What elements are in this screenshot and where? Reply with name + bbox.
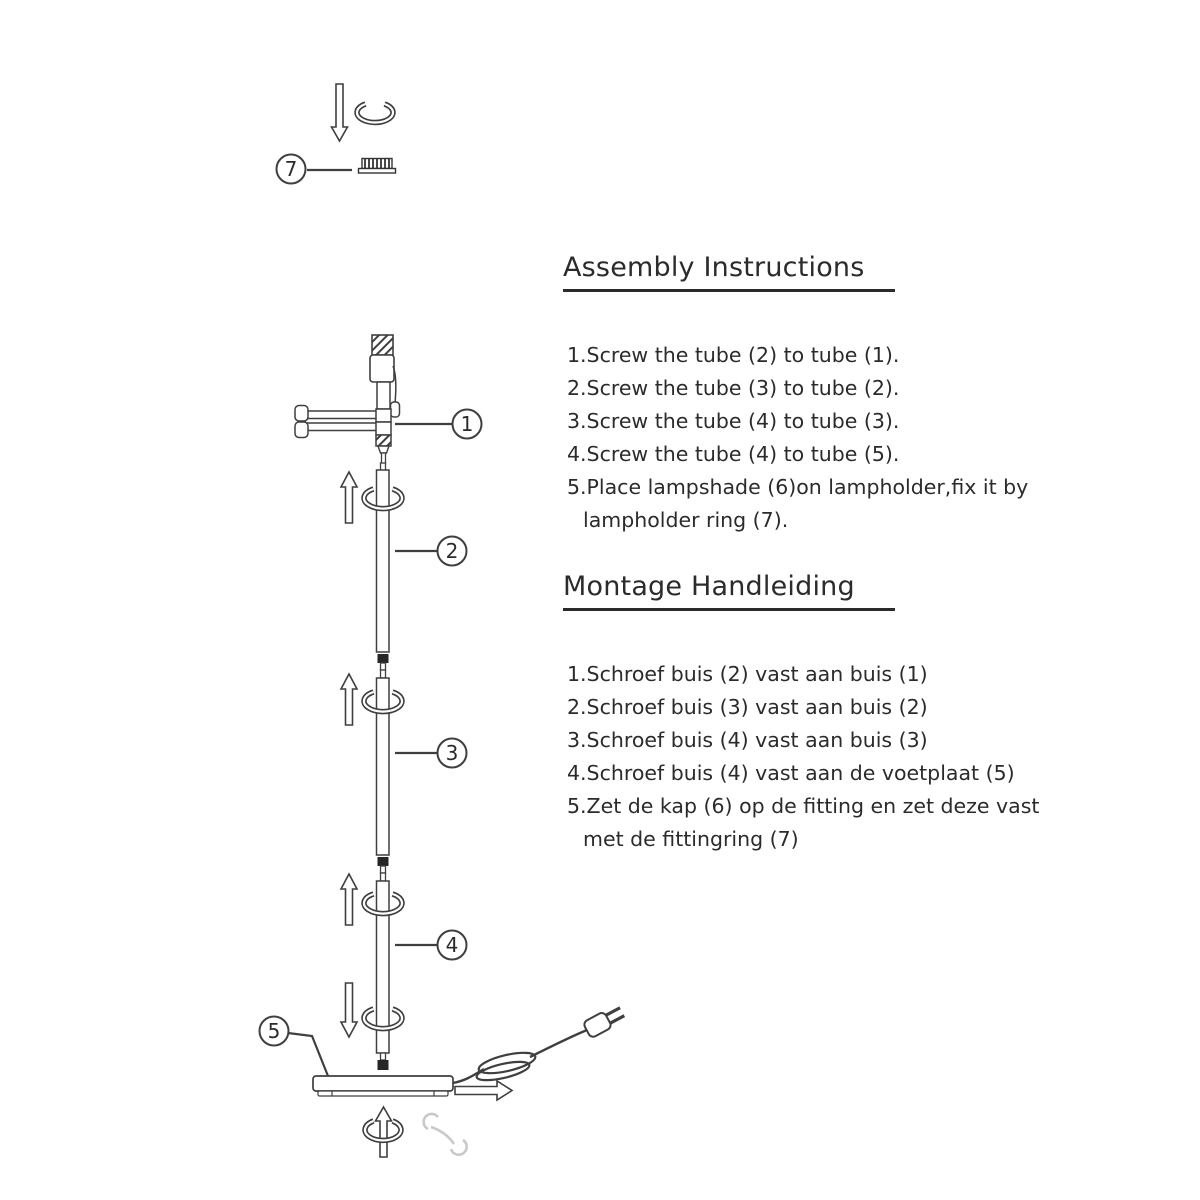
down-arrow-icon [332, 84, 348, 141]
assembly-instructions-section [563, 252, 895, 292]
pull-cord-knob [391, 402, 400, 417]
column-nipple [378, 446, 389, 453]
callout-5-leader [288, 1033, 328, 1076]
base-plate [313, 1076, 453, 1091]
callout-7-number: 7 [284, 157, 298, 181]
tube4-stub [381, 873, 386, 881]
instruction-line: met de fittingring (7) [583, 827, 799, 851]
lampholder-thread [372, 335, 393, 355]
wrench-icon [424, 1114, 467, 1155]
up-arrow-icon [341, 674, 357, 725]
montage-handleiding-section [563, 571, 895, 611]
instruction-line: 5.Zet de kap (6) op de fitting en zet deze vast [567, 794, 1040, 818]
up-arrow-icon [341, 874, 357, 925]
up-arrow-icon [376, 1107, 392, 1157]
fitting-ring-part [359, 159, 396, 174]
tube2-connector [378, 654, 389, 663]
instruction-line: 3.Schroef buis (4) vast aan buis (3) [567, 728, 928, 752]
down-arrow-icon [341, 983, 357, 1037]
tube2-body [377, 470, 390, 652]
tube3-connector [378, 857, 389, 866]
instruction-line: lampholder ring (7). [583, 508, 789, 532]
instruction-line: 2.Screw the tube (3) to tube (2). [567, 376, 900, 400]
title-underline [563, 289, 895, 292]
instruction-line: 1.Screw the tube (2) to tube (1). [567, 343, 900, 367]
column-block-upper [376, 409, 391, 422]
instruction-line: 4.Schroef buis (4) vast aan de voetplaat (5) [567, 761, 1015, 785]
lampholder-neck [377, 382, 390, 409]
up-arrow-icon [341, 472, 357, 523]
instruction-line: 5.Place lampshade (6)on lampholder,fix it by [567, 475, 1029, 499]
callout-5-number: 5 [267, 1019, 281, 1043]
callout-3-number: 3 [445, 741, 459, 765]
montage-steps-list [567, 658, 1039, 856]
right-arrow-icon [455, 1081, 512, 1100]
montage-handleiding-title: Montage Handleiding [563, 571, 855, 602]
tube3-body [377, 678, 390, 855]
base-part5 [260, 1004, 627, 1157]
screw-direction-icon [365, 1107, 401, 1157]
lampholder-body [370, 355, 394, 382]
power-plug-icon [583, 1004, 627, 1039]
title-underline [563, 608, 895, 611]
tube-part3 [341, 670, 467, 873]
swing-arm [295, 406, 379, 438]
callout-4-number: 4 [445, 933, 459, 957]
column-block-lower [376, 422, 391, 435]
tube3-connector-stub [381, 866, 386, 873]
base-connector [378, 1060, 389, 1070]
tube-part4 [341, 873, 467, 1053]
base-plate-bottom [318, 1091, 448, 1096]
instruction-line: 3.Screw the tube (4) to tube (3). [567, 409, 900, 433]
tube3-stub [381, 670, 386, 678]
callout-1-number: 1 [460, 412, 474, 436]
callout-2-number: 2 [445, 539, 459, 563]
instruction-line: 4.Screw the tube (4) to tube (5). [567, 442, 900, 466]
coiled-cord [475, 1049, 537, 1084]
part7-group [277, 84, 396, 184]
column-thread [376, 435, 391, 446]
assembly-steps-list [567, 339, 1028, 537]
tube2-connector-stub [381, 663, 386, 670]
instruction-line: 2.Schroef buis (3) vast aan buis (2) [567, 695, 928, 719]
lamp-head-part1 [295, 335, 482, 464]
rotate-icon [357, 104, 393, 122]
tube-part2 [341, 463, 467, 670]
tube4-connector-stub [381, 1053, 386, 1060]
power-cord [530, 1030, 587, 1057]
instruction-line: 1.Schroef buis (2) vast aan buis (1) [567, 662, 928, 686]
assembly-instructions-title: Assembly Instructions [563, 252, 865, 283]
